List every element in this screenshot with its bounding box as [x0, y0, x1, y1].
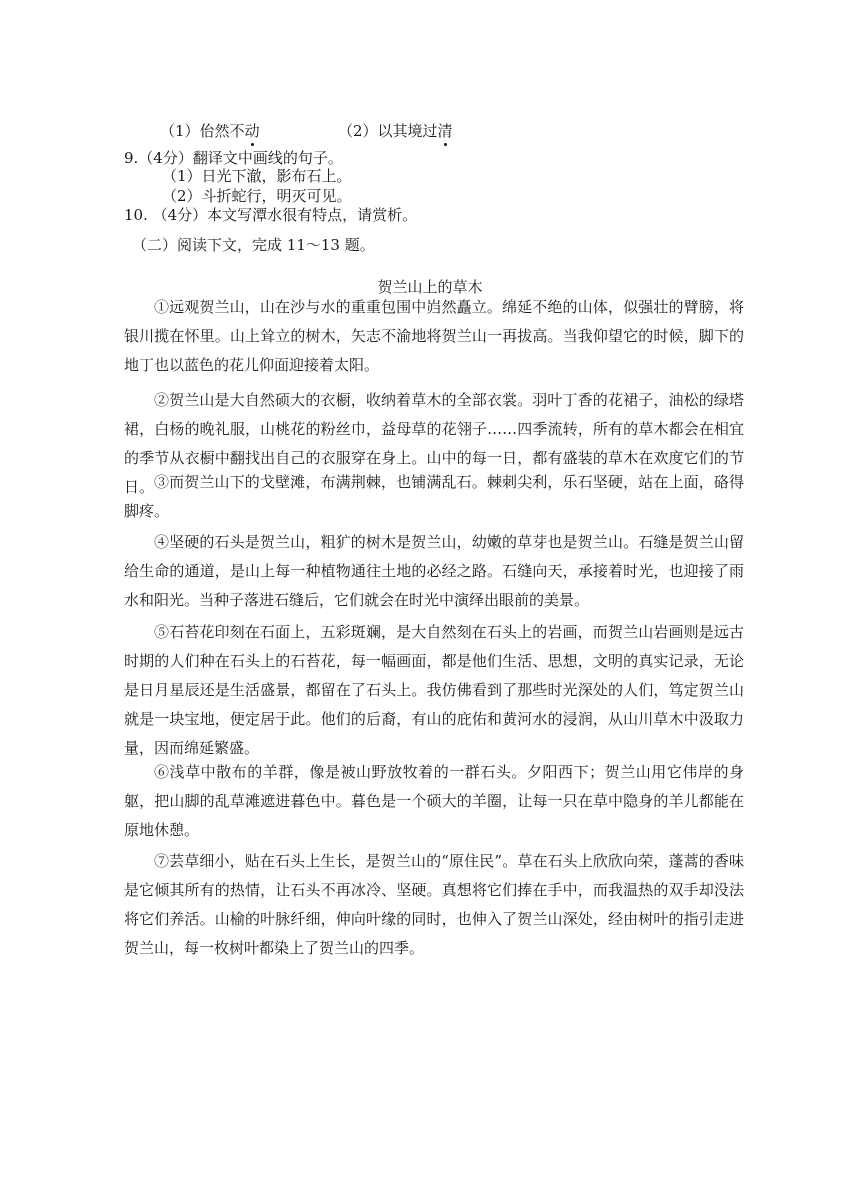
q8-item-1: [160, 121, 260, 141]
article-paragraph-5: ⑤石苔花印刻在石面上，五彩斑斓，是大自然刻在石头上的岩画，而贺兰山岩画则是远古时期的人们种在石头上的石苔花，每一幅画面，都是他们生活、思想，文明的真实记录，无论是日月星辰还是生活盛景，都留在了石头上。我仿佛看到了那些时光深处的人们，笃定贺兰山就是一块宝地，便定居于此。他们的后裔，有山的庇佑和黄河水的浸润，从山川草木中汲取力量，因而绵延繁盛。: [124, 623, 744, 757]
q8-item-1-dotted-char: 动: [244, 122, 260, 140]
q9-line-1: （1）日光下澈，影布石上。: [162, 167, 352, 185]
section-2-heading: （二）阅读下文，完成 11～13 题。: [132, 236, 375, 254]
q8-item-1-prefix: （1）: [160, 122, 200, 140]
q10-heading: 10. （4分）本文写潭水很有特点，请赏析。: [124, 206, 418, 224]
article-paragraph-4: ④坚硬的石头是贺兰山，粗犷的树木是贺兰山，幼嫩的草芽也是贺兰山。石缝是贺兰山留给生命的通道，是山上每一种植物通往土地的必经之路。石缝向天，承接着时光，也迎接了雨水和阳光。当种子落进石缝后，它们就会在时光中演绎出眼前的美景。: [124, 533, 744, 609]
q9-line-2: （2）斗折蛇行，明灭可见。: [162, 187, 352, 205]
q8-item-2: [338, 121, 453, 141]
article-paragraph-6: ⑥浅草中散布的羊群，像是被山野放牧着的一群石头。夕阳西下；贺兰山用它伟岸的身躯，把山脚的乱草滩遮进暮色中。暮色是一个硕大的羊圈，让每一只在草中隐身的羊儿都能在原地休憩。: [124, 763, 744, 839]
article-paragraph-7: ⑦芸草细小，贴在石头上生长，是贺兰山的“原住民”。草在石头上欣欣向荣，蓬蒿的香味是它倾其所有的热情，让石头不再冰冷、坚硬。真想将它们捧在手中，而我温热的双手却没法将它们养活。山榆的叶脉纤细，伸向叶缘的同时，也伸入了贺兰山深处，经由树叶的指引走进贺兰山，每一枚树叶都染上了贺兰山的四季。: [124, 852, 744, 957]
q9-heading: 9.（4分）翻译文中画线的句子。: [124, 149, 343, 167]
article-paragraph-2: ②贺兰山是大自然硕大的衣橱，收纳着草木的全部衣裳。羽叶丁香的花裙子，油松的绿塔裙，白杨的晚礼服，山桃花的粉丝巾，益母草的花翎子……四季流转，所有的草木都会在相宜的季节从衣橱中翻找出自己的衣服穿在身上。山中的每一日，都有盛装的草木在欢度它们的节日。: [124, 391, 744, 496]
q8-item-2-dotted-char: 清: [437, 122, 453, 140]
q8-item-1-text: 佁然不: [199, 122, 245, 140]
article-paragraph-1: ①远观贺兰山，山在沙与水的重重包围中岿然矗立。绵延不绝的山体，似强壮的臂膀，将银川揽在怀里。山上耸立的树木，矢志不渝地将贺兰山一再拔高。当我仰望它的时候，脚下的地丁也以蓝色的花儿仰面迎接着太阳。: [124, 298, 744, 374]
article-paragraph-3: ③而贺兰山下的戈壁滩，布满荆棘，也铺满乱石。棘刺尖利，乐石坚硬，站在上面，硌得脚疼。: [124, 473, 744, 520]
article-title: 贺兰山上的草木: [377, 278, 483, 296]
q8-item-2-text: （2）以其境过: [338, 122, 438, 140]
